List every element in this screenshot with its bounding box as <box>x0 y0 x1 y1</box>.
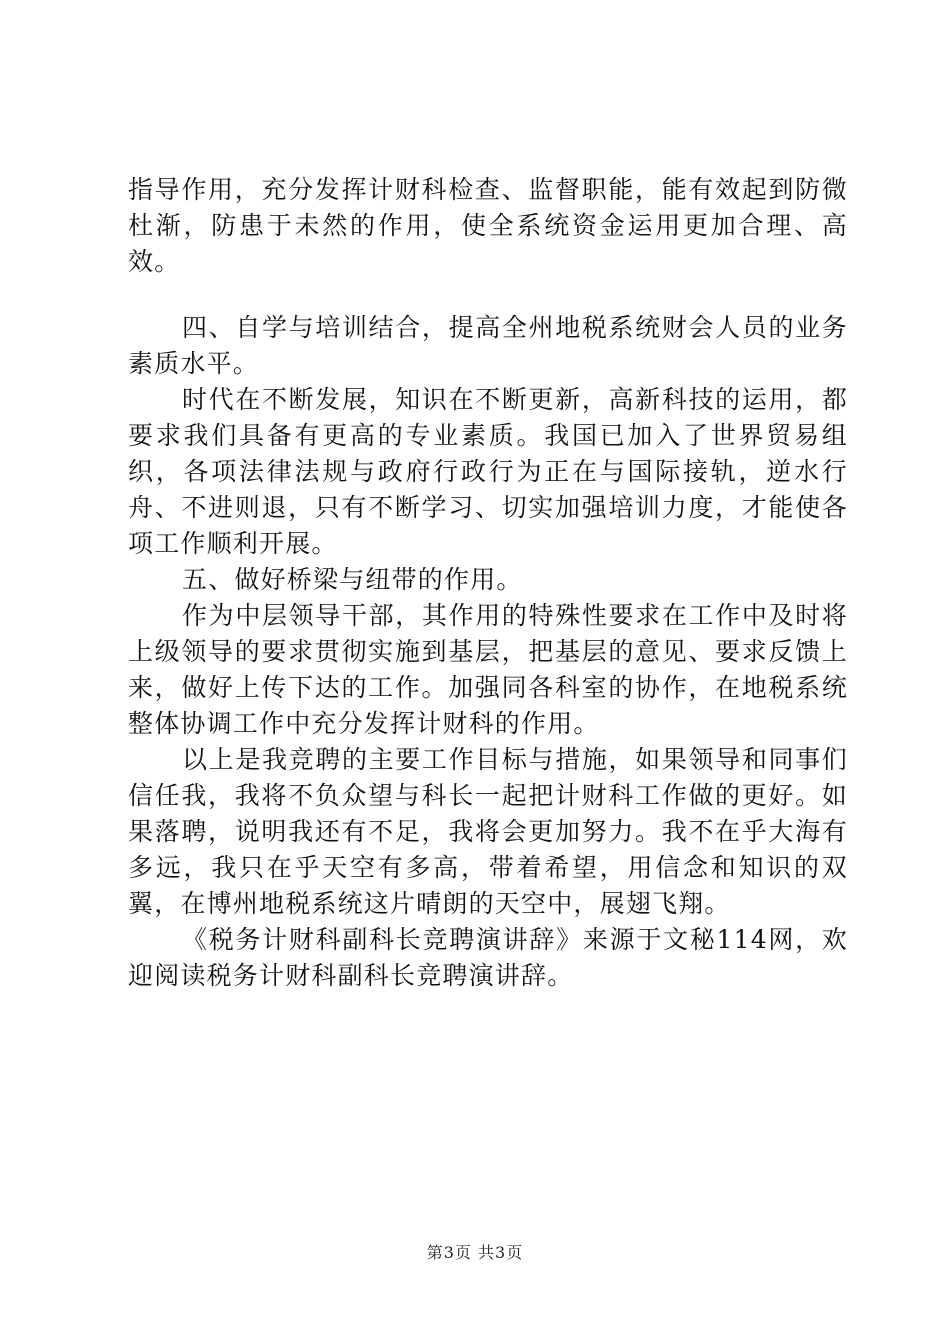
section-heading-five: 五、做好桥梁与纽带的作用。 <box>182 565 523 594</box>
paragraph-bridge-role: 作为中层领导干部，其作用的特殊性要求在工作中及时将上级领导的要求贯彻实施到基层，把基层的意见、要求反馈上来，做好上传下达的工作。加强同各科室的协作，在地税系统整体协调工作中充分发挥计财科的作用。 <box>128 601 848 738</box>
paragraph-conclusion: 以上是我竞聘的主要工作目标与措施，如果领导和同事们信任我，我将不负众望与科长一起把计财科工作做的更好。如果落聘，说明我还有不足，我将会更加努力。我不在乎大海有多远，我只在乎天空有多高，带着希望，用信念和知识的双翼，在博州地税系统这片晴朗的天空中，展翅飞翔。 <box>128 745 848 918</box>
page-footer <box>0 1242 950 1264</box>
paragraph-source-note: 《税务计财科副科长竞聘演讲辞》来源于文秘114网，欢迎阅读税务计财科副科长竞聘演讲辞。 <box>128 925 848 990</box>
section-heading-four: 四、自学与培训结合，提高全州地税系统财会人员的业务素质水平。 <box>128 313 848 378</box>
document-body <box>128 172 848 994</box>
page-number: 第3页 共3页 <box>426 1243 524 1262</box>
paragraph-continuation: 指导作用，充分发挥计财科检查、监督职能，能有效起到防微杜渐，防患于未然的作用，使全系统资金运用更加合理、高效。 <box>128 175 848 276</box>
paragraph-training: 时代在不断发展，知识在不断更新，高新科技的运用，都要求我们具备有更高的专业素质。我国已加入了世界贸易组织，各项法律法规与政府行政行为正在与国际接轨，逆水行舟、不进则退，只有不断学习、切实加强培训力度，才能使各项工作顺利开展。 <box>128 385 848 558</box>
